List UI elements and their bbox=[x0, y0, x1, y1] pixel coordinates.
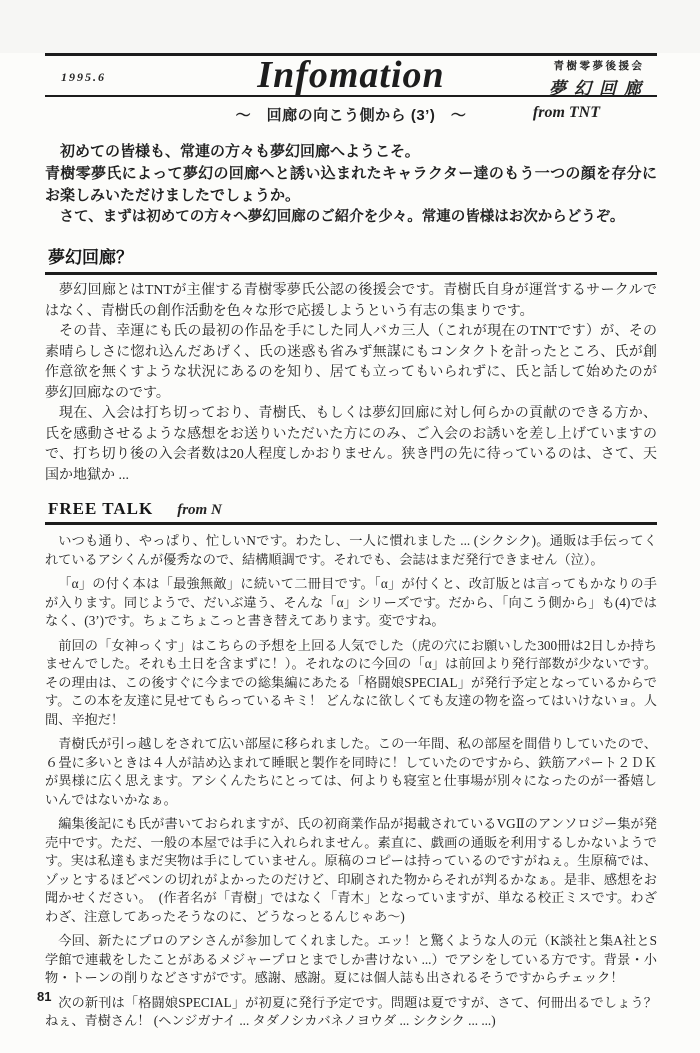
intro-lead: さて、まずは初めての方々へ夢幻回廊のご紹介を少々。常連の皆様はお次からどうぞ。 bbox=[59, 209, 625, 225]
document-page bbox=[0, 53, 700, 1053]
free-talk-paragraph-3: 前回の「女神っくす」はこちらの予想を上回る人気でした（虎の穴にお願いした300冊は2日しか持ちませんでした。それも土日を含まずに！）。それなのに今回の「α」は前回より発行部数が少ないです。その理由は、この後すぐに今までの総集編にあたる「格闘娘SPECIAL」が発行予定となっているからです。この本を友達に見せてもらっているキミ！ どんなに欲しくても友達の物を盗ってはいけないョ。人間、辛抱だ！ bbox=[45, 637, 657, 727]
free-talk-paragraph-2: 「α」の付く本は「最強無敵」に続いて二冊目です。「α」が付くと、改訂版とは言ってもかなりの手が入ります。同じようで、だいぶ違う、そんな「α」シリーズです。だから、「向こう側から」も(4)ではなく、(3’)です。ちょこちょこっと書き替えてあります。変ですね。 bbox=[45, 576, 657, 628]
free-talk-paragraph-7: 次の新刊は「格闘娘SPECIAL」が初夏に発行予定です。問題は夏ですが、さて、何冊出るでしょう？ ねぇ、青樹さん！ (ヘンジガナイ ... タダノシカバネノヨウダ ... シクシク ... ...) bbox=[45, 994, 671, 1028]
issue-date: 1995.6 bbox=[61, 70, 106, 84]
masthead bbox=[45, 54, 657, 98]
free-talk-paragraph-5: 編集後記にも氏が書いておられますが、氏の初商業作品が掲載されているVGⅡのアンソロジー集が発売中です。ただ、一般の本屋では手に入れられません。素直に、戯画の通販を利用するしかないようです。実は私達もまだ実物は手にしていません。原稿のコピーは持っているのですがねぇ。生原稿では、ゾッとするほどペンの切れがよかったのだけど、印刷された物からそれが判るかなぁ。是非、感想をお聞かせください。 (作者名が「青樹」ではなく「青木」となっていますが、単なる校正ミスです。わざわざ、注意してあったそうなのに、どうなっとるんじゃあ〜) bbox=[45, 816, 657, 924]
free-talk-title: FREE TALK bbox=[48, 499, 154, 518]
issue-subtitle: 〜 回廊の向こう側から (3’) 〜 bbox=[235, 107, 467, 124]
club-name: 夢幻回廊 bbox=[549, 79, 649, 98]
club-subtitle: 青樹零夢後援会 bbox=[553, 61, 645, 72]
intro-line-2: 青樹零夢氏によって夢幻の回廊へと誘い込まれたキャラクター達のもう一つの顔を存分にお楽しみいただけましたでしょうか。 bbox=[45, 165, 657, 204]
free-talk-paragraph-4: 青樹氏が引っ越しをされて広い部屋に移られました。この一年間、私の部屋を間借りしていたので、６畳に多いときは４人が詰め込まれて睡眠と製作を同時に！していたのですから、鉄筋アパート２ＤＫが異様に広く思えます。アシくんたちにとっては、何よりも寝室と仕事場が別々になったのが一番嬉しいんではないかなぁ。 bbox=[45, 736, 657, 807]
page-title: Infomation bbox=[257, 54, 445, 96]
intro-line-1: 初めての皆様も、常連の方々も夢幻回廊へようこそ。 bbox=[60, 143, 420, 160]
free-talk-from-credit: from N bbox=[177, 502, 222, 518]
kairo-paragraph-3: 現在、入会は打ち切っており、青樹氏、もしくは夢幻回廊に対し何らかの貢献のできる方か、氏を感動させるような感想をお送りいただいた方にのみ、ご入会のお誘いを差し上げていますので、打ち切り後の入会者数は20人程度しかおりません。狭き門の先に待っているのは、さて、天国か地獄か ... bbox=[45, 406, 657, 483]
section-heading-free-talk bbox=[45, 499, 657, 525]
intro-block bbox=[45, 141, 657, 228]
kairo-paragraph-2: その昔、幸運にも氏の最初の作品を手にした同人バカ三人（これが現在のTNTです）が、その素晴らしさに惚れ込んだあげく、氏の迷惑も省みず無謀にもコンタクトを計ったところ、氏が創作意欲を無くすような状況にあるのを知り、居ても立ってもいられずに、氏と話して始めたのが夢幻回廊なのです。 bbox=[45, 324, 657, 401]
page-content bbox=[0, 53, 700, 1031]
section-mugen-kairo bbox=[45, 281, 657, 486]
free-talk-paragraph-1: いつも通り、やっぱり、忙しいNです。わたし、一人に慣れました ... (シクシク)。通販は手伝ってくれているアシくんが優秀なので、結構順調です。それでも、会誌はまだ発行できません（泣）。 bbox=[45, 533, 658, 567]
kairo-paragraph-1: 夢幻回廊とはTNTが主催する青樹零夢氏公認の後援会です。青樹氏自身が運営するサークルではなく、青樹氏の創作活動を色々な形で応援しようという有志の集まりです。 bbox=[45, 283, 657, 319]
section-free-talk bbox=[45, 532, 671, 1031]
from-tnt-credit: from TNT bbox=[532, 104, 600, 121]
free-talk-paragraph-6: 今回、新たにプロのアシさんが参加してくれました。エッ！と驚くような人の元（K談社と集A社とS学館で連載をしたことがあるメジャープロとまでしか書けない ...）でアシをしている方です。背景・小物・トーンの削りなどさすがです。感謝、感謝。夏には個人誌も出されるそうですからチェック！ bbox=[45, 933, 657, 985]
section-heading-mugen-kairo: 夢幻回廊？ bbox=[45, 243, 657, 275]
page-number: 81 bbox=[37, 989, 52, 1004]
subhead bbox=[45, 97, 657, 131]
club-block bbox=[549, 58, 649, 99]
